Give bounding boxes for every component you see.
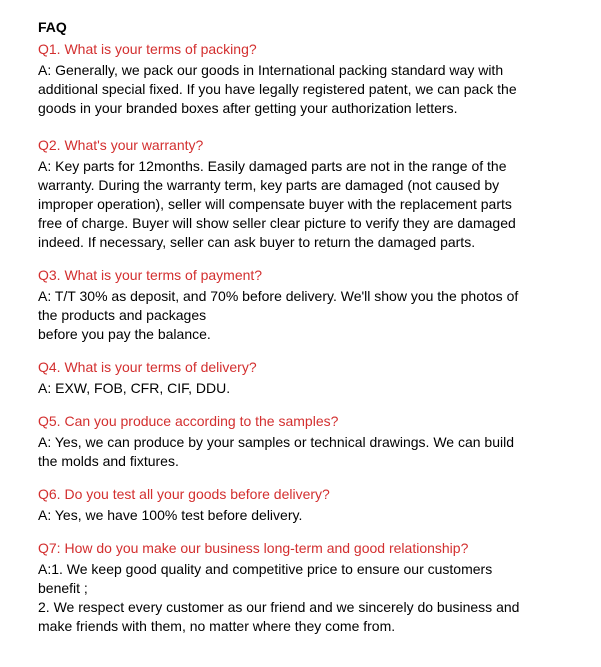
question-1: Q1. What is your terms of packing? — [38, 41, 257, 57]
answer-5: A: Yes, we can produce by your samples or technical drawings. We can build the molds and fixtures. — [38, 434, 514, 469]
question-4: Q4. What is your terms of delivery? — [38, 359, 257, 375]
faq-item-3 — [38, 266, 538, 344]
faq-item-5 — [38, 412, 538, 471]
faq-item-1 — [38, 40, 538, 118]
faq-item-7 — [38, 539, 538, 636]
answer-3: A: T/T 30% as deposit, and 70% before delivery. We'll show you the photos of the products and packages before you pay the balance. — [38, 288, 519, 342]
answer-7: A:1. We keep good quality and competitive price to ensure our customers benefit ; 2. We respect every customer as our friend and we sincerely do business and make friends with them, no matter where they come from. — [38, 561, 520, 634]
faq-item-4 — [38, 358, 538, 398]
answer-2: A: Key parts for 12months. Easily damaged parts are not in the range of the warranty. During the warranty term, key parts are damaged (not caused by improper operation), seller will compensate buyer with the replacement parts free of charge. Buyer will show seller clear picture to verify they are damaged indeed. If necessary, seller can ask buyer to return the damaged parts. — [38, 158, 516, 250]
answer-4: A: EXW, FOB, CFR, CIF, DDU. — [38, 380, 231, 396]
faq-section — [38, 18, 538, 650]
question-5: Q5. Can you produce according to the samples? — [38, 413, 339, 429]
answer-1: A: Generally, we pack our goods in International packing standard way with additional special fixed. If you have legally registered patent, we can pack the goods in your branded boxes after getting your authorization letters. — [38, 62, 517, 116]
question-6: Q6. Do you test all your goods before delivery? — [38, 486, 330, 502]
answer-6: A: Yes, we have 100% test before delivery. — [38, 507, 303, 523]
faq-item-6 — [38, 485, 538, 525]
faq-item-2 — [38, 136, 538, 252]
faq-title: FAQ — [38, 19, 67, 35]
question-2: Q2. What's your warranty? — [38, 137, 204, 153]
question-7: Q7: How do you make our business long-term and good relationship? — [38, 540, 469, 556]
question-3: Q3. What is your terms of payment? — [38, 267, 263, 283]
